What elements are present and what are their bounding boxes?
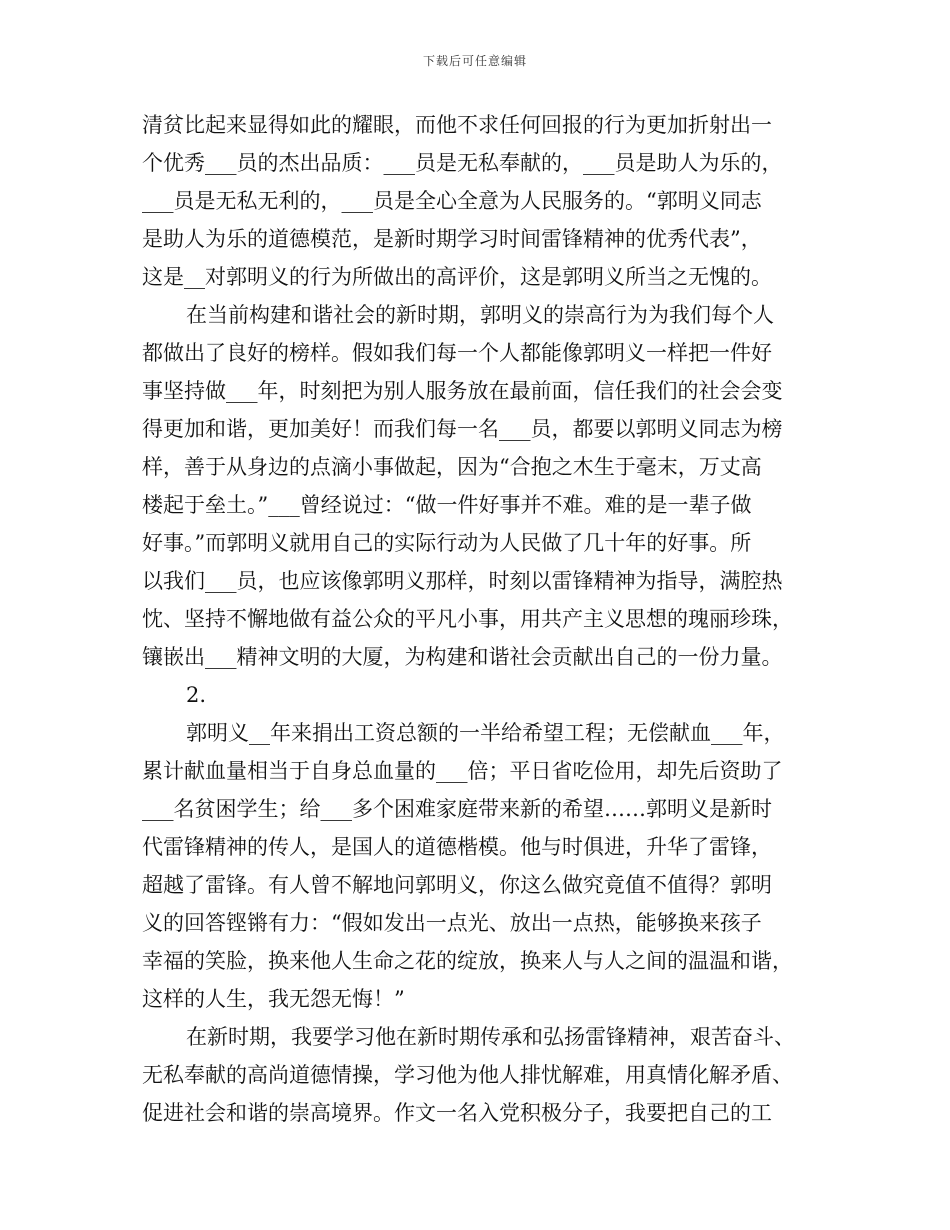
paragraph-start-line: 郭明义__年来捐出工资总额的一半给希望工程；无偿献血___年， [186, 721, 785, 745]
text-line: 代雷锋精神的传人，是国人的道德楷模。他与时俱进，升华了雷锋， [142, 835, 772, 859]
text-line: 得更加和谐，更加美好！而我们每一名___员，都要以郭明义同志为榜 [142, 417, 783, 441]
text-line: 忱、坚持不懈地做有益公众的平凡小事，用共产主义思想的瑰丽珍珠， [142, 607, 793, 631]
text-line: 样，善于从身边的点滴小事做起，因为“合抱之木生于毫末，万丈高 [142, 455, 762, 479]
text-line: 都做出了良好的榜样。假如我们每一个人都能像郭明义一样把一件好 [142, 341, 772, 365]
text-line: 无私奉献的高尚道德情操，学习他为他人排忧解难，用真情化解矛盾、 [142, 1063, 793, 1087]
text-line: 这样的人生，我无怨无悔！” [142, 987, 405, 1011]
text-line: ___员是无私无利的，___员是全心全意为人民服务的。“郭明义同志 [142, 189, 762, 213]
section-number: 2. [186, 683, 207, 707]
text-line: ___名贫困学生；给___多个困难家庭带来新的希望……郭明义是新时 [142, 797, 772, 821]
document-body [142, 106, 812, 1132]
text-line: 镶嵌出___精神文明的大厦，为构建和谐社会贡献出自己的一份力量。 [142, 645, 783, 669]
paragraph-start-line: 在当前构建和谐社会的新时期，郭明义的崇高行为为我们每个人 [186, 303, 774, 327]
page-header: 下载后可任意编辑 [422, 54, 527, 68]
text-line: 以我们___员，也应该像郭明义那样，时刻以雷锋精神为指导，满腔热 [142, 569, 783, 593]
text-line: 促进社会和谐的崇高境界。作文一名入党积极分子，我要把自己的工 [142, 1101, 772, 1125]
text-line: 累计献血量相当于自身总血量的___倍；平日省吃俭用，却先后资助了 [142, 759, 783, 783]
text-line: 清贫比起来显得如此的耀眼，而他不求任何回报的行为更加折射出一 [142, 113, 772, 137]
text-line: 好事。”而郭明义就用自己的实际行动为人民做了几十年的好事。所 [142, 531, 752, 555]
text-line: 是助人为乐的道德模范，是新时期学习时间雷锋精神的优秀代表”， [142, 227, 762, 251]
text-line: 义的回答铿锵有力：“假如发出一点光、放出一点热，能够换来孩子 [142, 911, 762, 935]
text-line: 幸福的笑脸，换来他人生命之花的绽放，换来人与人之间的温温和谐， [142, 949, 793, 973]
text-line: 这是__对郭明义的行为所做出的高评价，这是郭明义所当之无愧的。 [142, 265, 772, 289]
text-line: 事坚持做___年，时刻把为别人服务放在最前面，信任我们的社会会变 [142, 379, 783, 403]
paragraph-start-line: 在新时期，我要学习他在新时期传承和弘扬雷锋精神，艰苦奋斗、 [186, 1025, 795, 1049]
text-line: 个优秀___员的杰出品质：___员是无私奉献的，___员是助人为乐的， [142, 151, 783, 175]
text-line: 超越了雷锋。有人曾不解地问郭明义，你这么做究竟值不值得？郭明 [142, 873, 772, 897]
text-line: 楼起于垒土。”___曾经说过：“做一件好事并不难。难的是一辈子做 [142, 493, 752, 517]
